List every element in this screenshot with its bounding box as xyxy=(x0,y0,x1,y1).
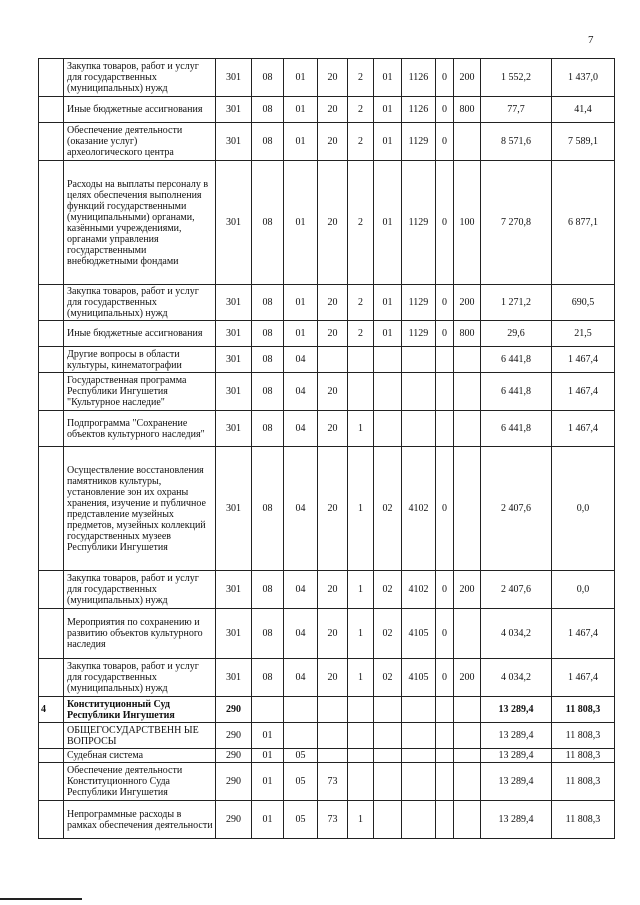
amount-actual-cell: 1 467,4 xyxy=(552,609,615,659)
code-cell: 290 xyxy=(216,697,252,723)
code-cell: 20 xyxy=(318,285,348,321)
code-cell: 200 xyxy=(454,59,481,97)
code-cell: 0 xyxy=(436,161,454,285)
code-cell xyxy=(318,723,348,749)
code-cell: 200 xyxy=(454,571,481,609)
code-cell: 01 xyxy=(374,59,402,97)
code-cell: 20 xyxy=(318,659,348,697)
amount-planned-cell: 6 441,8 xyxy=(481,411,552,447)
code-cell xyxy=(402,697,436,723)
amount-planned-cell: 2 407,6 xyxy=(481,447,552,571)
amount-actual-cell: 1 467,4 xyxy=(552,373,615,411)
code-cell: 20 xyxy=(318,609,348,659)
code-cell: 08 xyxy=(252,59,284,97)
table-row xyxy=(39,447,615,571)
code-cell: 2 xyxy=(348,97,374,123)
item-name-cell: Закупка товаров, работ и услуг для государственных (муниципальных) нужд xyxy=(64,571,216,609)
table-row xyxy=(39,749,615,763)
footer-rule xyxy=(0,898,82,900)
code-cell: 08 xyxy=(252,97,284,123)
table-row xyxy=(39,723,615,749)
item-name-cell: Расходы на выплаты персоналу в целях обеспечения выполнения функций государственными (муниципальными) органами, казёнными учреждениями, органами управления государственными внебюджетными фондами xyxy=(64,161,216,285)
table-row xyxy=(39,161,615,285)
code-cell: 04 xyxy=(284,347,318,373)
code-cell: 1 xyxy=(348,801,374,839)
code-cell: 1129 xyxy=(402,321,436,347)
code-cell: 05 xyxy=(284,801,318,839)
code-cell xyxy=(374,347,402,373)
row-number-cell xyxy=(39,321,64,347)
code-cell: 301 xyxy=(216,123,252,161)
code-cell xyxy=(348,723,374,749)
table-row xyxy=(39,609,615,659)
code-cell: 08 xyxy=(252,571,284,609)
code-cell xyxy=(318,749,348,763)
amount-actual-cell: 7 589,1 xyxy=(552,123,615,161)
code-cell xyxy=(284,697,318,723)
code-cell: 1 xyxy=(348,659,374,697)
code-cell: 01 xyxy=(374,321,402,347)
code-cell xyxy=(348,373,374,411)
table-row xyxy=(39,763,615,801)
amount-planned-cell: 13 289,4 xyxy=(481,801,552,839)
code-cell: 01 xyxy=(374,123,402,161)
code-cell: 08 xyxy=(252,411,284,447)
code-cell: 01 xyxy=(284,321,318,347)
table-row xyxy=(39,123,615,161)
amount-actual-cell: 11 808,3 xyxy=(552,697,615,723)
code-cell xyxy=(436,411,454,447)
code-cell: 301 xyxy=(216,161,252,285)
item-name-cell: Государственная программа Республики Ингушетия "Культурное наследие" xyxy=(64,373,216,411)
code-cell: 301 xyxy=(216,571,252,609)
code-cell: 20 xyxy=(318,411,348,447)
table-row xyxy=(39,321,615,347)
code-cell: 2 xyxy=(348,321,374,347)
code-cell: 2 xyxy=(348,59,374,97)
code-cell: 200 xyxy=(454,659,481,697)
code-cell: 0 xyxy=(436,97,454,123)
code-cell: 1129 xyxy=(402,161,436,285)
code-cell: 301 xyxy=(216,609,252,659)
amount-actual-cell: 41,4 xyxy=(552,97,615,123)
code-cell xyxy=(348,763,374,801)
item-name-cell: Обеспечение деятельности (оказание услуг) археологического центра xyxy=(64,123,216,161)
code-cell: 02 xyxy=(374,609,402,659)
code-cell: 290 xyxy=(216,801,252,839)
amount-planned-cell: 77,7 xyxy=(481,97,552,123)
code-cell: 73 xyxy=(318,801,348,839)
code-cell xyxy=(374,723,402,749)
code-cell xyxy=(436,373,454,411)
code-cell: 05 xyxy=(284,763,318,801)
code-cell: 01 xyxy=(252,801,284,839)
code-cell xyxy=(454,697,481,723)
amount-actual-cell: 11 808,3 xyxy=(552,763,615,801)
code-cell: 1129 xyxy=(402,285,436,321)
item-name-cell: ОБЩЕГОСУДАРСТВЕНН ЫЕ ВОПРОСЫ xyxy=(64,723,216,749)
code-cell: 301 xyxy=(216,285,252,321)
code-cell: 73 xyxy=(318,763,348,801)
code-cell xyxy=(402,749,436,763)
code-cell xyxy=(348,697,374,723)
table-row xyxy=(39,411,615,447)
item-name-cell: Закупка товаров, работ и услуг для государственных (муниципальных) нужд xyxy=(64,285,216,321)
code-cell xyxy=(436,763,454,801)
code-cell: 0 xyxy=(436,571,454,609)
item-name-cell: Закупка товаров, работ и услуг для государственных (муниципальных) нужд xyxy=(64,659,216,697)
code-cell xyxy=(436,749,454,763)
code-cell: 4102 xyxy=(402,447,436,571)
code-cell: 01 xyxy=(374,285,402,321)
item-name-cell: Обеспечение деятельности Конституционного Суда Республики Ингушетия xyxy=(64,763,216,801)
code-cell xyxy=(374,749,402,763)
code-cell xyxy=(348,347,374,373)
code-cell: 02 xyxy=(374,571,402,609)
code-cell: 20 xyxy=(318,123,348,161)
table-row xyxy=(39,697,615,723)
code-cell: 04 xyxy=(284,659,318,697)
code-cell: 301 xyxy=(216,373,252,411)
code-cell xyxy=(348,749,374,763)
code-cell xyxy=(454,763,481,801)
code-cell: 1126 xyxy=(402,97,436,123)
code-cell: 0 xyxy=(436,447,454,571)
amount-actual-cell: 11 808,3 xyxy=(552,749,615,763)
code-cell: 301 xyxy=(216,97,252,123)
code-cell xyxy=(454,411,481,447)
code-cell: 800 xyxy=(454,321,481,347)
row-number-cell xyxy=(39,161,64,285)
code-cell xyxy=(402,801,436,839)
code-cell xyxy=(284,723,318,749)
code-cell: 2 xyxy=(348,285,374,321)
item-name-cell: Иные бюджетные ассигнования xyxy=(64,321,216,347)
code-cell: 1 xyxy=(348,411,374,447)
code-cell: 0 xyxy=(436,123,454,161)
code-cell: 08 xyxy=(252,285,284,321)
amount-planned-cell: 13 289,4 xyxy=(481,723,552,749)
code-cell xyxy=(436,723,454,749)
row-number-cell xyxy=(39,609,64,659)
amount-planned-cell: 7 270,8 xyxy=(481,161,552,285)
code-cell: 4105 xyxy=(402,659,436,697)
code-cell: 04 xyxy=(284,571,318,609)
row-number-cell xyxy=(39,285,64,321)
code-cell: 01 xyxy=(374,161,402,285)
code-cell: 0 xyxy=(436,59,454,97)
code-cell xyxy=(454,723,481,749)
code-cell: 04 xyxy=(284,447,318,571)
item-name-cell: Другие вопросы в области культуры, кинематографии xyxy=(64,347,216,373)
table-row xyxy=(39,571,615,609)
code-cell: 08 xyxy=(252,609,284,659)
code-cell: 01 xyxy=(374,97,402,123)
code-cell: 0 xyxy=(436,609,454,659)
row-number-cell xyxy=(39,749,64,763)
amount-actual-cell: 6 877,1 xyxy=(552,161,615,285)
row-number-cell xyxy=(39,347,64,373)
table-row xyxy=(39,59,615,97)
code-cell: 08 xyxy=(252,447,284,571)
code-cell: 0 xyxy=(436,321,454,347)
amount-actual-cell: 690,5 xyxy=(552,285,615,321)
code-cell xyxy=(402,763,436,801)
code-cell: 20 xyxy=(318,571,348,609)
code-cell xyxy=(252,697,284,723)
code-cell: 301 xyxy=(216,659,252,697)
code-cell: 800 xyxy=(454,97,481,123)
amount-actual-cell: 1 467,4 xyxy=(552,411,615,447)
code-cell: 1 xyxy=(348,447,374,571)
amount-planned-cell: 2 407,6 xyxy=(481,571,552,609)
code-cell xyxy=(374,373,402,411)
code-cell xyxy=(402,723,436,749)
code-cell: 20 xyxy=(318,447,348,571)
item-name-cell: Конституционный Суд Республики Ингушетия xyxy=(64,697,216,723)
code-cell: 0 xyxy=(436,285,454,321)
amount-planned-cell: 6 441,8 xyxy=(481,347,552,373)
code-cell: 01 xyxy=(284,161,318,285)
code-cell: 20 xyxy=(318,161,348,285)
code-cell: 08 xyxy=(252,321,284,347)
table-row xyxy=(39,97,615,123)
row-number-cell xyxy=(39,97,64,123)
code-cell xyxy=(374,801,402,839)
amount-planned-cell: 13 289,4 xyxy=(481,697,552,723)
item-name-cell: Осуществление восстановления памятников культуры, установление зон их охраны хранения, изучение и публичное представление музейных предметов, музейных коллекций государственных музеев Республики Ингушетия xyxy=(64,447,216,571)
code-cell xyxy=(318,347,348,373)
code-cell: 01 xyxy=(284,285,318,321)
item-name-cell: Иные бюджетные ассигнования xyxy=(64,97,216,123)
code-cell xyxy=(318,697,348,723)
code-cell: 20 xyxy=(318,59,348,97)
amount-actual-cell: 0,0 xyxy=(552,571,615,609)
amount-actual-cell: 1 467,4 xyxy=(552,659,615,697)
amount-actual-cell: 21,5 xyxy=(552,321,615,347)
code-cell xyxy=(402,373,436,411)
code-cell: 200 xyxy=(454,285,481,321)
code-cell xyxy=(454,801,481,839)
table-row xyxy=(39,659,615,697)
row-number-cell xyxy=(39,571,64,609)
amount-actual-cell: 0,0 xyxy=(552,447,615,571)
code-cell: 2 xyxy=(348,161,374,285)
code-cell: 01 xyxy=(252,723,284,749)
amount-planned-cell: 8 571,6 xyxy=(481,123,552,161)
code-cell xyxy=(374,411,402,447)
item-name-cell: Непрограммные расходы в рамках обеспечения деятельности xyxy=(64,801,216,839)
code-cell: 1 xyxy=(348,609,374,659)
item-name-cell: Закупка товаров, работ и услуг для государственных (муниципальных) нужд xyxy=(64,59,216,97)
code-cell xyxy=(454,609,481,659)
amount-actual-cell: 1 467,4 xyxy=(552,347,615,373)
code-cell: 1126 xyxy=(402,59,436,97)
code-cell xyxy=(436,801,454,839)
code-cell xyxy=(374,763,402,801)
amount-actual-cell: 11 808,3 xyxy=(552,723,615,749)
code-cell: 02 xyxy=(374,659,402,697)
code-cell xyxy=(454,347,481,373)
code-cell: 04 xyxy=(284,373,318,411)
table-row xyxy=(39,373,615,411)
row-number-cell xyxy=(39,123,64,161)
item-name-cell: Подпрограмма "Сохранение объектов культурного наследия" xyxy=(64,411,216,447)
code-cell: 290 xyxy=(216,723,252,749)
amount-planned-cell: 1 552,2 xyxy=(481,59,552,97)
amount-actual-cell: 11 808,3 xyxy=(552,801,615,839)
page-number: 7 xyxy=(588,34,594,46)
code-cell: 20 xyxy=(318,321,348,347)
code-cell: 08 xyxy=(252,373,284,411)
row-number-cell xyxy=(39,763,64,801)
code-cell xyxy=(454,373,481,411)
code-cell: 20 xyxy=(318,97,348,123)
code-cell: 01 xyxy=(284,97,318,123)
code-cell: 301 xyxy=(216,59,252,97)
code-cell xyxy=(374,697,402,723)
code-cell: 2 xyxy=(348,123,374,161)
code-cell xyxy=(402,411,436,447)
amount-planned-cell: 6 441,8 xyxy=(481,373,552,411)
row-number-cell xyxy=(39,59,64,97)
code-cell xyxy=(454,447,481,571)
table-row xyxy=(39,347,615,373)
code-cell: 4102 xyxy=(402,571,436,609)
code-cell: 04 xyxy=(284,411,318,447)
code-cell: 04 xyxy=(284,609,318,659)
code-cell: 08 xyxy=(252,123,284,161)
row-number-cell xyxy=(39,373,64,411)
budget-table xyxy=(38,58,615,839)
code-cell: 1 xyxy=(348,571,374,609)
code-cell: 08 xyxy=(252,659,284,697)
amount-actual-cell: 1 437,0 xyxy=(552,59,615,97)
row-number-cell xyxy=(39,659,64,697)
code-cell: 08 xyxy=(252,161,284,285)
code-cell: 08 xyxy=(252,347,284,373)
amount-planned-cell: 4 034,2 xyxy=(481,609,552,659)
item-name-cell: Судебная система xyxy=(64,749,216,763)
code-cell: 100 xyxy=(454,161,481,285)
code-cell: 02 xyxy=(374,447,402,571)
code-cell xyxy=(454,749,481,763)
code-cell: 290 xyxy=(216,749,252,763)
code-cell xyxy=(402,347,436,373)
table-row xyxy=(39,801,615,839)
code-cell: 4105 xyxy=(402,609,436,659)
code-cell xyxy=(436,697,454,723)
code-cell: 01 xyxy=(252,763,284,801)
row-number-cell xyxy=(39,411,64,447)
code-cell xyxy=(454,123,481,161)
amount-planned-cell: 4 034,2 xyxy=(481,659,552,697)
code-cell: 20 xyxy=(318,373,348,411)
row-number-cell xyxy=(39,447,64,571)
table-row xyxy=(39,285,615,321)
amount-planned-cell: 13 289,4 xyxy=(481,749,552,763)
code-cell: 301 xyxy=(216,447,252,571)
code-cell: 301 xyxy=(216,411,252,447)
code-cell: 290 xyxy=(216,763,252,801)
code-cell: 301 xyxy=(216,321,252,347)
row-number-cell: 4 xyxy=(39,697,64,723)
row-number-cell xyxy=(39,801,64,839)
amount-planned-cell: 13 289,4 xyxy=(481,763,552,801)
amount-planned-cell: 29,6 xyxy=(481,321,552,347)
code-cell: 0 xyxy=(436,659,454,697)
row-number-cell xyxy=(39,723,64,749)
code-cell: 301 xyxy=(216,347,252,373)
code-cell: 05 xyxy=(284,749,318,763)
amount-planned-cell: 1 271,2 xyxy=(481,285,552,321)
code-cell: 01 xyxy=(252,749,284,763)
code-cell: 01 xyxy=(284,123,318,161)
code-cell: 01 xyxy=(284,59,318,97)
item-name-cell: Мероприятия по сохранению и развитию объектов культурного наследия xyxy=(64,609,216,659)
code-cell xyxy=(436,347,454,373)
code-cell: 1129 xyxy=(402,123,436,161)
